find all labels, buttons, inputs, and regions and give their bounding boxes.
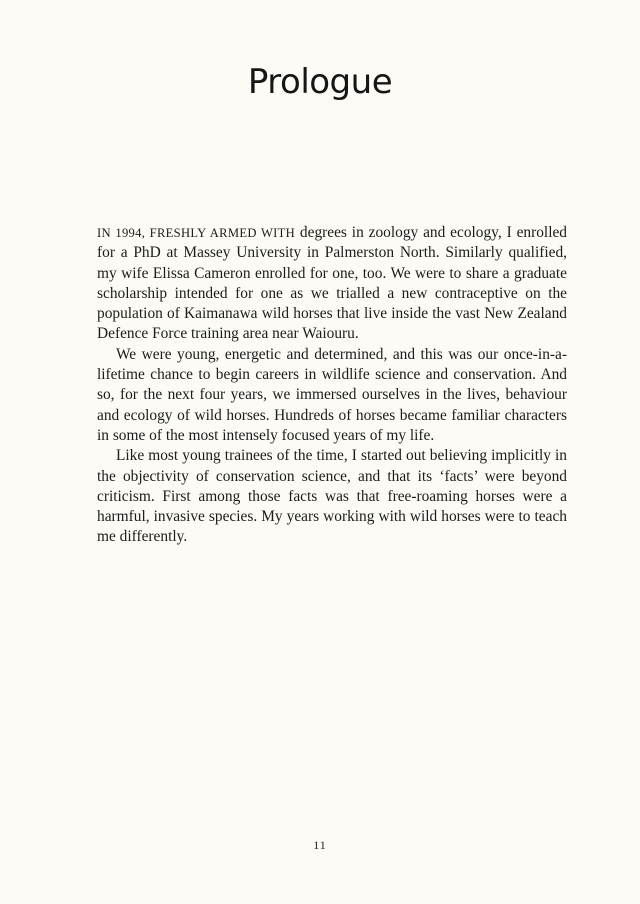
- prologue-body: [97, 223, 567, 548]
- paragraph-text: degrees in zoology and ecology, I enrolled for a PhD at Massey University in Palmerston North. Similarly qualified, my wife Elissa Cameron enrolled for one, too. We were to share a graduate scholarship intended for one as we trialled a new contraceptive on the population of Kaimanawa wild horses that live inside the vast New Zealand Defence Force training area near Waiouru.: [97, 224, 567, 343]
- page-number: 11: [313, 838, 327, 852]
- paragraph-text: We were young, energetic and determined, and this was our once-in-a-lifetime chance to begin careers in wildlife science and conservation. And so, for the next four years, we immersed ourselves in the lives, behaviour and ecology of wild horses. Hundreds of horses became familiar characters in some of the most intensely focused years of my life.: [97, 345, 567, 444]
- paragraph-text: Like most young trainees of the time, I started out believing implicitly in the objectivity of conservation science, and that its ‘facts’ were beyond criticism. First among those facts was that free-roaming horses were a harmful, invasive species. My years working with wild horses were to teach me differently.: [97, 447, 567, 546]
- paragraph-2: [97, 345, 567, 446]
- page-title: Prologue: [247, 62, 393, 102]
- paragraph-3: [97, 446, 567, 547]
- paragraph-lead-in: IN 1994, FRESHLY ARMED WITH: [97, 226, 296, 240]
- paragraph-1: [97, 223, 567, 345]
